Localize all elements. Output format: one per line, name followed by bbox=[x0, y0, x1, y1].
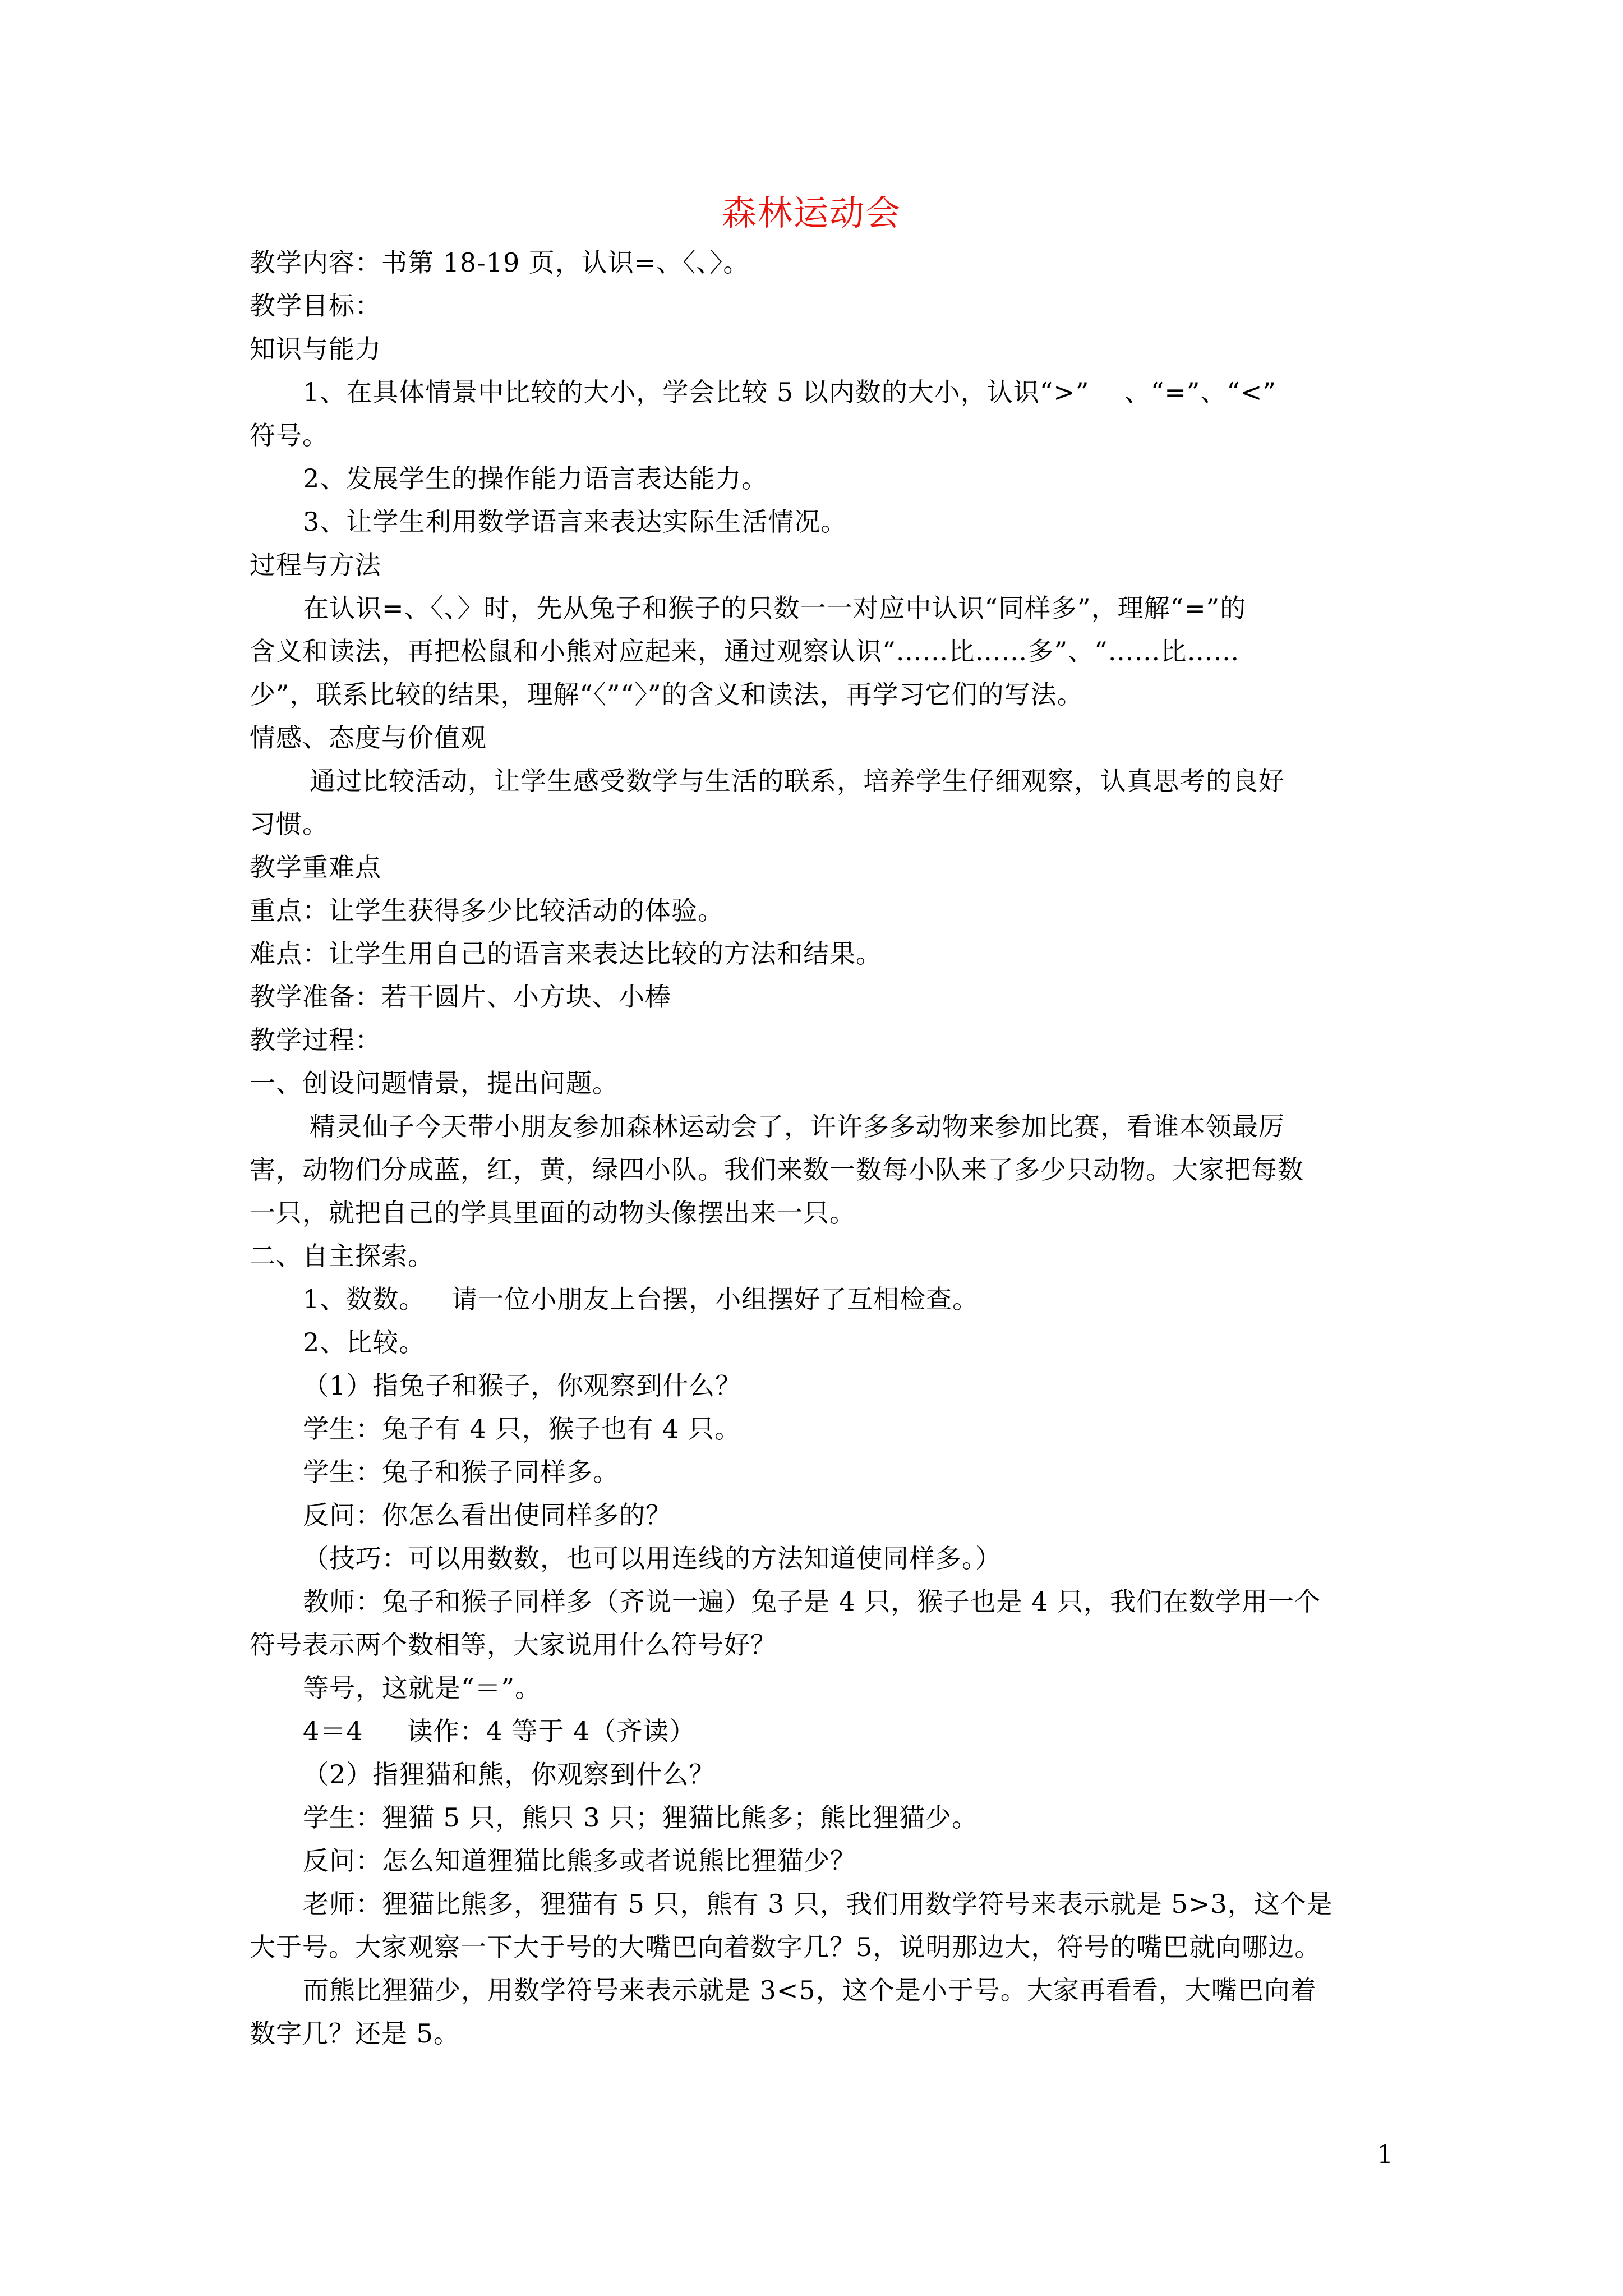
text-line: 教学准备：若干圆片、小方块、小棒 bbox=[250, 982, 671, 1012]
text-line: 在认识=、〈、〉时，先从兔子和猴子的只数一一对应中认识“同样多”，理解“=”的 bbox=[303, 593, 1247, 623]
text-line: 难点：让学生用自己的语言来表达比较的方法和结果。 bbox=[250, 938, 882, 969]
text-line: 反问：怎么知道狸猫比熊多或者说熊比狸猫少？ bbox=[303, 1846, 856, 1876]
text-line: 重点：让学生获得多少比较活动的体验。 bbox=[250, 895, 724, 926]
text-line: 反问：你怎么看出使同样多的？ bbox=[303, 1500, 672, 1530]
text-line: 通过比较活动，让学生感受数学与生活的联系，培养学生仔细观察，认真思考的良好 bbox=[310, 766, 1285, 796]
text-line: 数字几？还是 5。 bbox=[250, 2018, 460, 2049]
text-line: 习惯。 bbox=[250, 809, 329, 839]
text-line: （2）指狸猫和熊，你观察到什么？ bbox=[303, 1759, 716, 1789]
text-line: 少”，联系比较的结果，理解“〈”“〉”的含义和读法，再学习它们的写法。 bbox=[250, 679, 1083, 710]
page-number: 1 bbox=[1377, 2139, 1394, 2169]
text-line: 一、创设问题情景，提出问题。 bbox=[250, 1068, 619, 1098]
text-line: 2、发展学生的操作能力语言表达能力。 bbox=[303, 463, 768, 494]
page-title: 森林运动会 bbox=[721, 192, 901, 233]
text-line: 害，动物们分成蓝，红，黄，绿四小队。我们来数一数每小队来了多少只动物。大家把每数 bbox=[250, 1154, 1304, 1185]
text-line: 符号。 bbox=[250, 420, 329, 450]
text-line: 2、比较。 bbox=[303, 1327, 426, 1358]
text-line: 老师：狸猫比熊多，狸猫有 5 只，熊有 3 只，我们用数学符号来表示就是 5>3，这个是 bbox=[303, 1889, 1333, 1919]
text-line: 学生：兔子和猴子同样多。 bbox=[303, 1457, 619, 1487]
text-line: 教学内容：书第 18-19 页，认识=、〈、〉。 bbox=[250, 247, 750, 278]
text-line: 一只，就把自己的学具里面的动物头像摆出来一只。 bbox=[250, 1198, 856, 1228]
text-line: 含义和读法，再把松鼠和小熊对应起来，通过观察认识“……比……多”、“……比…… bbox=[250, 636, 1240, 666]
text-line: 教学目标： bbox=[250, 291, 381, 321]
text-line: 知识与能力 bbox=[250, 334, 381, 364]
text-line: 过程与方法 bbox=[250, 550, 381, 580]
text-line: 情感、态度与价值观 bbox=[250, 723, 487, 753]
text-line: 大于号。大家观察一下大于号的大嘴巴向着数字几？5，说明那边大，符号的嘴巴就向哪边。 bbox=[250, 1932, 1321, 1962]
text-line: 等号，这就是“＝”。 bbox=[303, 1673, 542, 1703]
text-line: 学生：兔子有 4 只，猴子也有 4 只。 bbox=[303, 1414, 741, 1444]
text-line: （技巧：可以用数数，也可以用连线的方法知道使同样多。） bbox=[303, 1543, 1002, 1573]
text-line: 教师：兔子和猴子同样多（齐说一遍）兔子是 4 只，猴子也是 4 只，我们在数学用一个 bbox=[303, 1586, 1321, 1617]
text-line: 而熊比狸猫少，用数学符号来表示就是 3<5，这个是小于号。大家再看看，大嘴巴向着 bbox=[303, 1975, 1317, 2005]
text-line: 3、让学生利用数学语言来表达实际生活情况。 bbox=[303, 507, 847, 537]
text-line: 精灵仙子今天带小朋友参加森林运动会了，许许多多动物来参加比赛，看谁本领最厉 bbox=[310, 1111, 1285, 1142]
text-line: 二、自主探索。 bbox=[250, 1241, 434, 1271]
text-line: 学生：狸猫 5 只，熊只 3 只；狸猫比熊多；熊比狸猫少。 bbox=[303, 1802, 979, 1833]
text-line: 1、在具体情景中比较的大小，学会比较 5 以内数的大小，认识“>” 、“=”、“<” bbox=[303, 377, 1276, 407]
text-line: 教学重难点 bbox=[250, 852, 381, 882]
text-line: 教学过程： bbox=[250, 1025, 381, 1055]
text-line: 4＝4 读作：4 等于 4（齐读） bbox=[303, 1716, 696, 1746]
text-line: 1、数数。 请一位小朋友上台摆，小组摆好了互相检查。 bbox=[303, 1284, 979, 1314]
text-line: 符号表示两个数相等，大家说用什么符号好？ bbox=[250, 1630, 777, 1660]
text-line: （1）指兔子和猴子，你观察到什么？ bbox=[303, 1370, 742, 1401]
